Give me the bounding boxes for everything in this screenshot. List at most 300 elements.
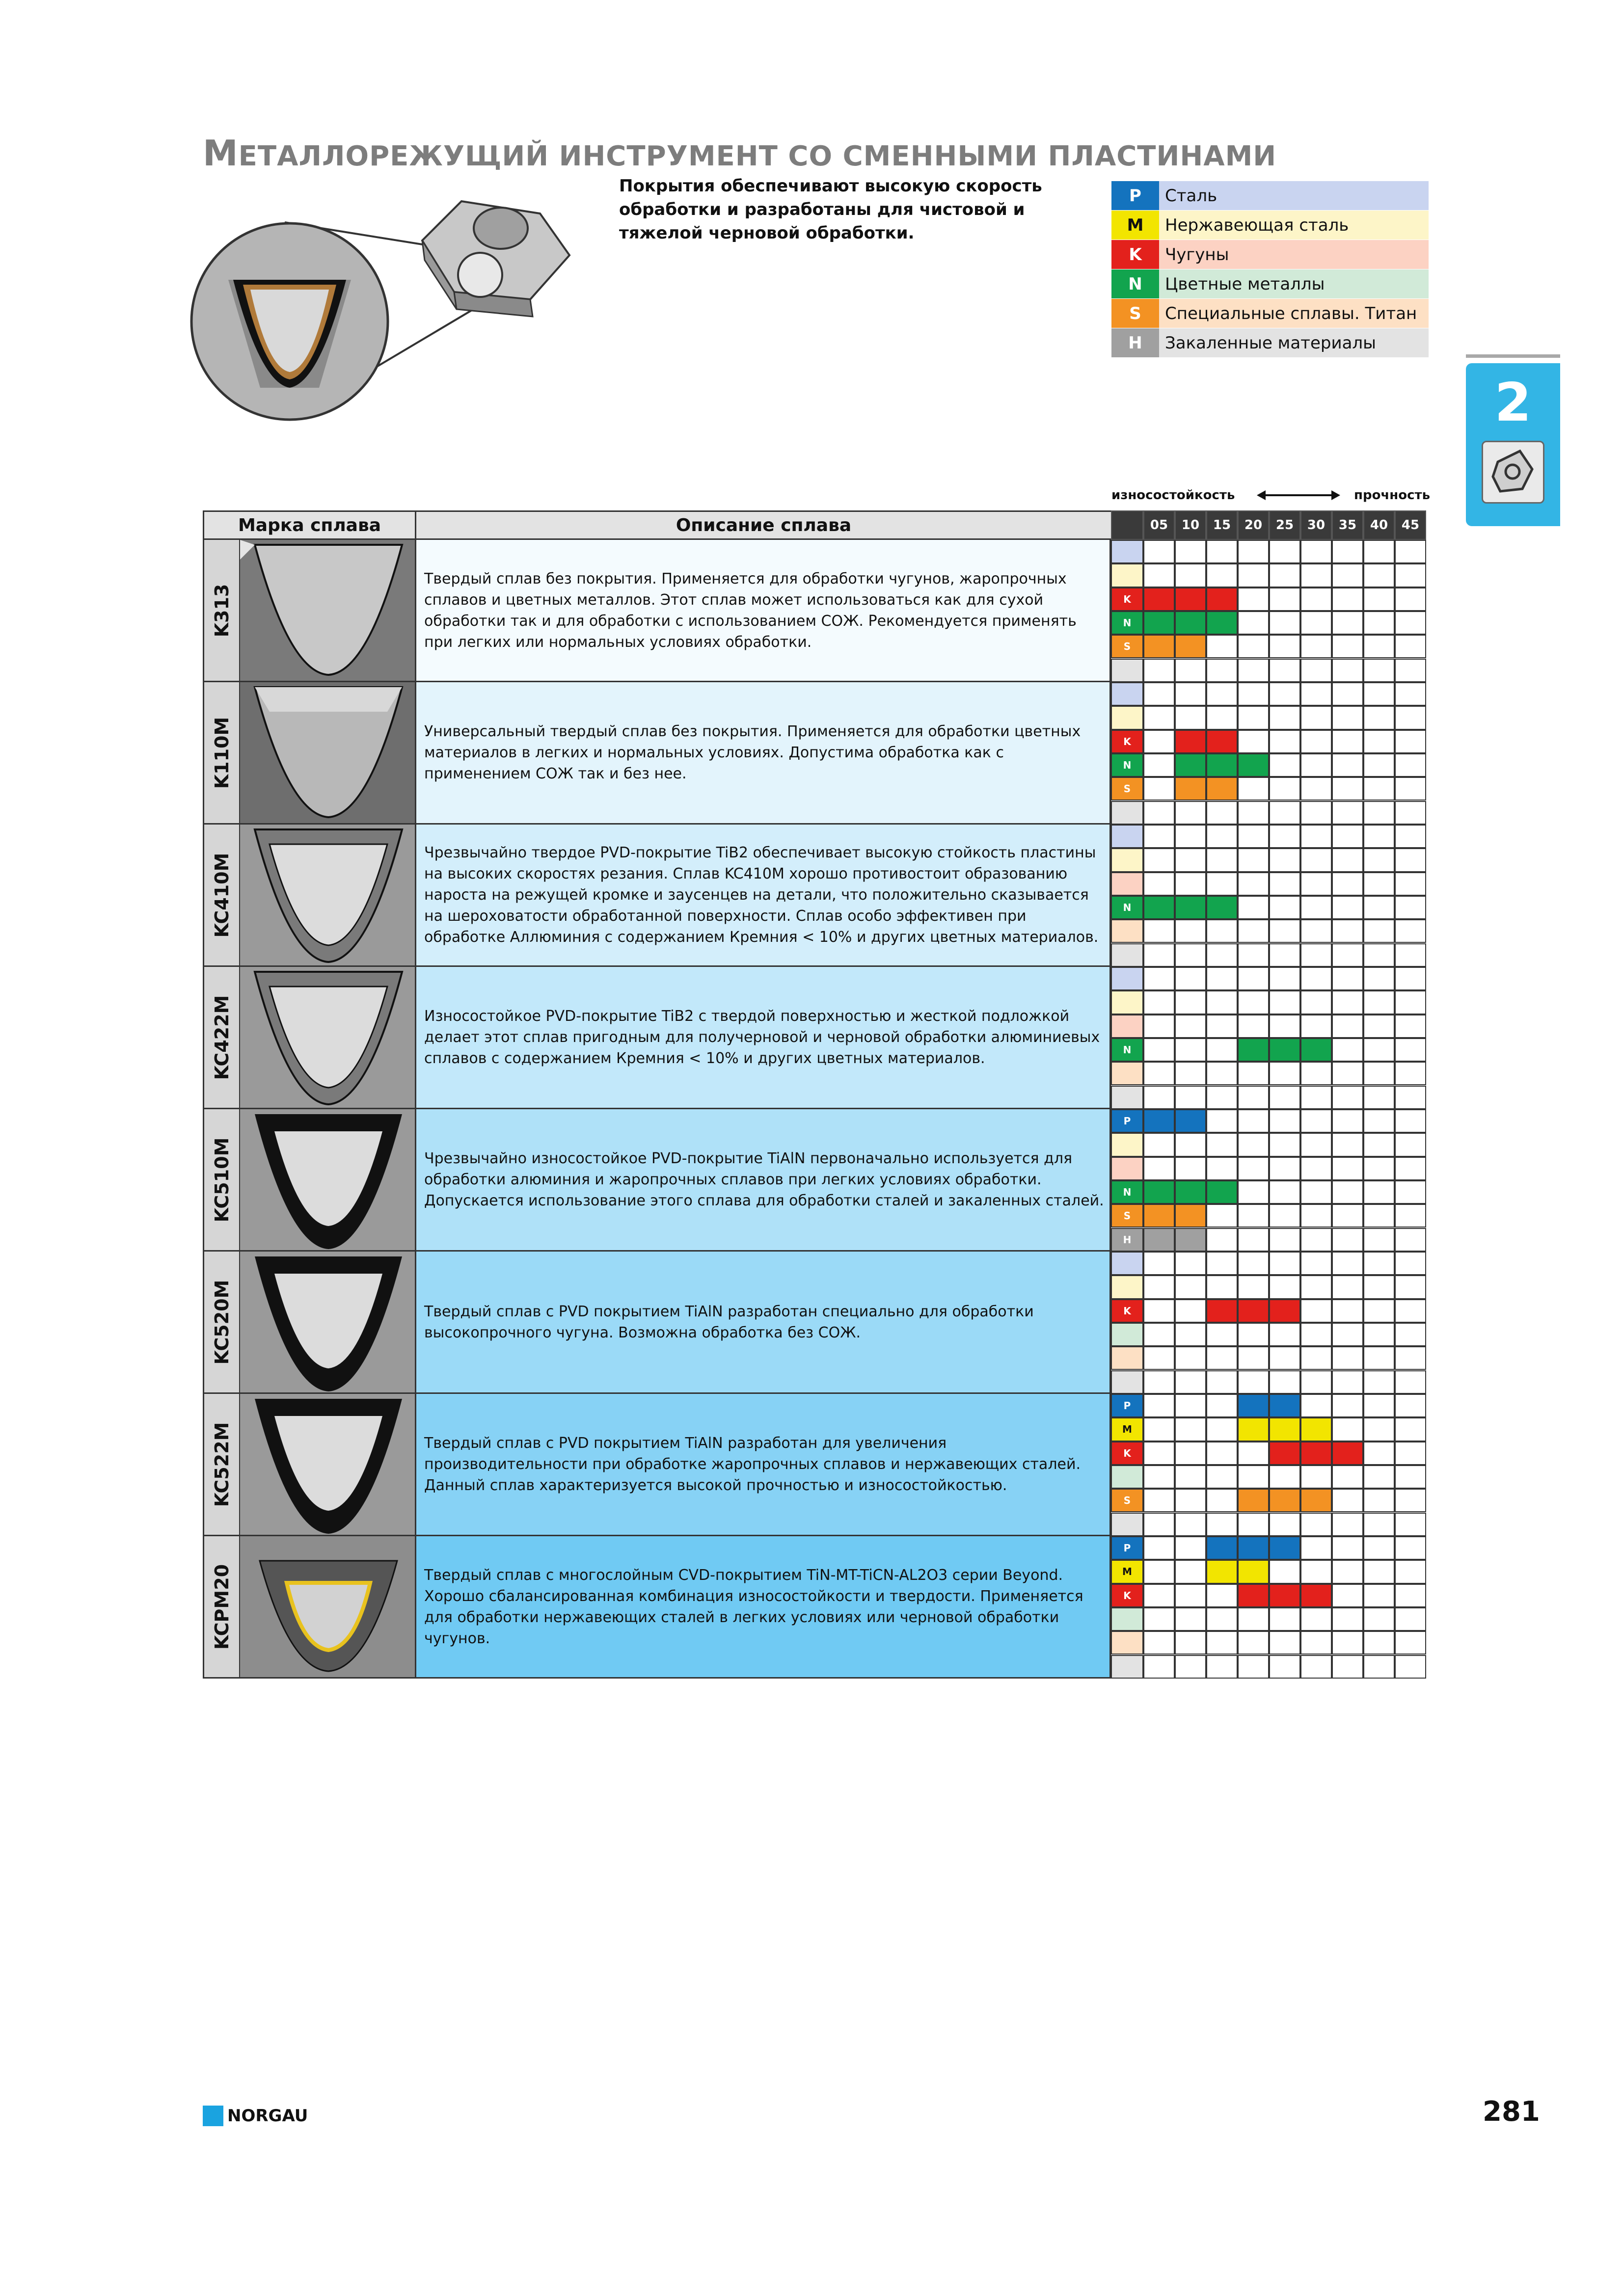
grid-cell <box>1332 1157 1363 1180</box>
grade-row <box>203 682 1111 825</box>
material-K-cell <box>1111 1015 1143 1038</box>
legend-code: N <box>1111 269 1159 298</box>
material-S-cell: S <box>1111 635 1143 658</box>
grid-cell <box>1175 801 1206 825</box>
grid-cell <box>1363 635 1395 658</box>
material-M-cell <box>1111 1133 1143 1156</box>
grid-cell <box>1143 825 1175 848</box>
grid-cell <box>1175 919 1206 943</box>
grid-cell <box>1238 1228 1269 1252</box>
grid-cell <box>1206 801 1238 825</box>
grid-cell <box>1332 1109 1363 1133</box>
grid-cell <box>1143 1252 1175 1275</box>
grid-cell <box>1269 730 1300 753</box>
grid-cell <box>1206 1417 1238 1441</box>
grid-cell <box>1363 896 1395 919</box>
application-bar-cell <box>1206 587 1238 611</box>
grade-code: KC410M <box>211 853 233 937</box>
application-bar-cell <box>1206 611 1238 635</box>
application-bar-cell <box>1300 1489 1332 1512</box>
grid-cell <box>1206 1631 1238 1655</box>
col-desc-header: Описание сплава <box>415 510 1112 540</box>
legend-name: Нержавеющая сталь <box>1165 215 1349 235</box>
application-bar-cell <box>1269 1417 1300 1441</box>
legend-name: Чугуны <box>1165 244 1229 265</box>
grid-cell <box>1206 1038 1238 1062</box>
application-bar-cell <box>1269 1394 1300 1417</box>
grid-cell <box>1395 1536 1426 1560</box>
grid-cell <box>1238 1465 1269 1489</box>
description-text: Износостойкое PVD-покрытие TiB2 с твердой поверхностью и жесткой подложкой делает этот сплав пригодным для получерновой и черновой обработки алюминиевых сплавов с содержанием Кремния < 10% и других цветных материалов. <box>424 1008 1100 1067</box>
grid-cell <box>1238 540 1269 563</box>
application-bar-cell <box>1175 1228 1206 1252</box>
material-N-cell <box>1111 1323 1143 1346</box>
grid-cell <box>1175 1442 1206 1465</box>
grid-cell <box>1175 1086 1206 1109</box>
grid-cell <box>1269 848 1300 872</box>
grid-cell <box>1143 1560 1175 1583</box>
grid-cell <box>1363 682 1395 706</box>
grid-cell <box>1206 1346 1238 1370</box>
material-H-cell <box>1111 1655 1143 1679</box>
application-bar-cell <box>1143 1228 1175 1252</box>
grid-cell <box>1395 801 1426 825</box>
grid-cell <box>1395 1346 1426 1370</box>
grid-cell <box>1206 967 1238 990</box>
grid-cell <box>1269 706 1300 729</box>
grid-cell <box>1332 1489 1363 1512</box>
grid-cell <box>1300 801 1332 825</box>
grid-cell <box>1363 1346 1395 1370</box>
grid-cell <box>1175 872 1206 896</box>
grid-cell <box>1300 1133 1332 1156</box>
grid-cell <box>1395 563 1426 587</box>
grid-cell <box>1300 1157 1332 1180</box>
material-S-cell <box>1111 1062 1143 1085</box>
material-H-cell: H <box>1111 1228 1143 1252</box>
grid-cell <box>1300 967 1332 990</box>
iso-col-25: 25 <box>1269 510 1300 540</box>
grid-cell <box>1238 848 1269 872</box>
grid-cell <box>1332 777 1363 801</box>
grid-cell <box>1206 1015 1238 1038</box>
material-S-cell: S <box>1111 777 1143 801</box>
application-bar-cell <box>1238 1536 1269 1560</box>
grid-cell <box>1300 635 1332 658</box>
grid-cell <box>1238 801 1269 825</box>
application-bar-cell <box>1143 611 1175 635</box>
grid-cell <box>1363 848 1395 872</box>
grid-cell <box>1238 563 1269 587</box>
grid-cell <box>1269 659 1300 682</box>
grid-cell <box>1143 1394 1175 1417</box>
grid-cell <box>1143 1299 1175 1323</box>
iso-col-05: 05 <box>1143 510 1175 540</box>
grid-cell <box>1363 1157 1395 1180</box>
grid-cell <box>1300 659 1332 682</box>
material-legend <box>1111 181 1429 358</box>
brand-logo-icon <box>203 2106 223 2126</box>
grid-cell <box>1363 777 1395 801</box>
grid-cell <box>1206 1584 1238 1607</box>
grid-cell <box>1143 777 1175 801</box>
chapter-number: 2 <box>1494 372 1532 433</box>
grade-code: K313 <box>211 584 233 637</box>
grid-cell <box>1332 801 1363 825</box>
cutting-edge-illustration <box>240 1394 416 1535</box>
grid-cell <box>1269 990 1300 1014</box>
cutting-edge-illustration <box>240 1109 416 1250</box>
application-bar-cell <box>1269 1442 1300 1465</box>
grid-cell <box>1143 1536 1175 1560</box>
material-M-cell <box>1111 848 1143 872</box>
grade-description <box>416 540 1109 681</box>
grid-cell <box>1175 706 1206 729</box>
grid-cell <box>1300 1631 1332 1655</box>
grid-cell <box>1238 1157 1269 1180</box>
grid-cell <box>1175 1465 1206 1489</box>
legend-row-P <box>1111 181 1429 210</box>
application-bar-cell <box>1175 730 1206 753</box>
grid-cell <box>1300 825 1332 848</box>
grade-row <box>203 1252 1111 1394</box>
application-bar-cell <box>1175 587 1206 611</box>
grid-cell <box>1300 1086 1332 1109</box>
grid-cell <box>1363 1536 1395 1560</box>
grid-cell <box>1363 1560 1395 1583</box>
grid-cell <box>1363 1442 1395 1465</box>
grid-cell <box>1395 753 1426 777</box>
grid-cell <box>1143 943 1175 967</box>
grid-cell <box>1300 1275 1332 1299</box>
grid-cell <box>1206 1062 1238 1085</box>
grid-cell <box>1395 1015 1426 1038</box>
grade-description <box>416 1536 1109 1677</box>
grid-cell <box>1332 587 1363 611</box>
material-M-cell <box>1111 706 1143 729</box>
application-bar-cell <box>1269 1299 1300 1323</box>
grid-cell <box>1175 1560 1206 1583</box>
grid-cell <box>1300 682 1332 706</box>
grid-cell <box>1238 1015 1269 1038</box>
grid-cell <box>1143 1370 1175 1394</box>
grid-cell <box>1238 990 1269 1014</box>
grid-cell <box>1143 1417 1175 1441</box>
cutting-edge-illustration <box>240 1536 416 1677</box>
grid-cell <box>1363 943 1395 967</box>
grid-cell <box>1143 1489 1175 1512</box>
brand-name: NORGAU <box>227 2106 308 2126</box>
grid-cell <box>1269 540 1300 563</box>
application-bar-cell <box>1269 1584 1300 1607</box>
application-bar-cell <box>1206 753 1238 777</box>
grid-cell <box>1269 1204 1300 1228</box>
grid-cell <box>1238 706 1269 729</box>
legend-name: Цветные металлы <box>1165 274 1325 294</box>
grid-cell <box>1363 1109 1395 1133</box>
description-text: Твердый сплав с PVD покрытием TiAlN разработан для увеличения производительности при обработке жаропрочных сплавов и нержавеющих сталей. Данный сплав характеризуется высокой прочностью и износостойкостью. <box>424 1435 1081 1494</box>
grid-cell <box>1269 1252 1300 1275</box>
grid-cell <box>1206 1607 1238 1631</box>
grid-cell <box>1395 967 1426 990</box>
grid-cell <box>1363 872 1395 896</box>
legend-name: Сталь <box>1165 186 1217 206</box>
grid-cell <box>1332 563 1363 587</box>
application-bar-cell <box>1143 1180 1175 1204</box>
grid-cell <box>1143 872 1175 896</box>
grid-cell <box>1363 611 1395 635</box>
material-M-cell <box>1111 563 1143 587</box>
legend-code: S <box>1111 299 1159 328</box>
grid-cell <box>1175 1584 1206 1607</box>
grid-cell <box>1269 1370 1300 1394</box>
grid-cell <box>1143 563 1175 587</box>
grid-cell <box>1238 1513 1269 1536</box>
grid-cell <box>1175 967 1206 990</box>
grid-cell <box>1206 1370 1238 1394</box>
grid-cell <box>1300 540 1332 563</box>
grid-cell <box>1332 1252 1363 1275</box>
grid-cell <box>1175 1346 1206 1370</box>
application-bar-cell <box>1238 1584 1269 1607</box>
grid-header-blank <box>1111 510 1143 540</box>
grid-cell <box>1363 1607 1395 1631</box>
grid-cell <box>1395 706 1426 729</box>
grid-cell <box>1395 730 1426 753</box>
grid-cell <box>1332 848 1363 872</box>
grid-cell <box>1269 587 1300 611</box>
material-K-cell: K <box>1111 587 1143 611</box>
grade-code: KC510M <box>211 1137 233 1222</box>
grid-cell <box>1332 1655 1363 1679</box>
grid-cell <box>1300 563 1332 587</box>
application-bar-cell <box>1238 1489 1269 1512</box>
grid-cell <box>1300 587 1332 611</box>
grid-cell <box>1206 1465 1238 1489</box>
grid-cell <box>1143 848 1175 872</box>
application-bar-cell <box>1175 635 1206 658</box>
application-bar-cell <box>1238 753 1269 777</box>
grid-cell <box>1143 682 1175 706</box>
grid-cell <box>1332 753 1363 777</box>
grid-cell <box>1332 943 1363 967</box>
grid-cell <box>1363 540 1395 563</box>
grid-cell <box>1332 1038 1363 1062</box>
material-S-cell: S <box>1111 1204 1143 1228</box>
grid-cell <box>1143 1062 1175 1085</box>
grid-cell <box>1363 1394 1395 1417</box>
grid-cell <box>1363 1015 1395 1038</box>
material-H-cell <box>1111 1086 1143 1109</box>
application-bar-cell <box>1332 1442 1363 1465</box>
grid-cell <box>1332 1560 1363 1583</box>
grid-cell <box>1175 1299 1206 1323</box>
material-P-cell: P <box>1111 1536 1143 1560</box>
grid-cell <box>1332 1607 1363 1631</box>
cutting-edge-illustration <box>240 967 416 1108</box>
material-K-cell <box>1111 1157 1143 1180</box>
grid-cell <box>1238 1655 1269 1679</box>
intro-text: Покрытия обеспечивают высокую скорость обработки и разработаны для чистовой и тяжелой черновой обработки. <box>619 176 1042 243</box>
grid-cell <box>1143 1513 1175 1536</box>
grid-cell <box>1175 1370 1206 1394</box>
grid-cell <box>1300 753 1332 777</box>
grid-cell <box>1175 1275 1206 1299</box>
grid-cell <box>1206 540 1238 563</box>
grid-cell <box>1206 1086 1238 1109</box>
grade-description <box>416 1252 1109 1392</box>
material-H-cell <box>1111 659 1143 682</box>
grid-cell <box>1300 1465 1332 1489</box>
grid-cell <box>1395 659 1426 682</box>
grid-cell <box>1395 896 1426 919</box>
grid-cell <box>1395 1323 1426 1346</box>
grid-cell <box>1332 825 1363 848</box>
grid-cell <box>1269 1655 1300 1679</box>
application-bar-cell <box>1269 1038 1300 1062</box>
grid-cell <box>1206 1204 1238 1228</box>
grid-cell <box>1332 1513 1363 1536</box>
grid-cell <box>1238 1252 1269 1275</box>
grid-cell <box>1332 1465 1363 1489</box>
grid-cell <box>1206 1323 1238 1346</box>
grid-cell <box>1206 1489 1238 1512</box>
grid-cell <box>1269 825 1300 848</box>
application-bar-cell <box>1206 730 1238 753</box>
grade-code: KC520M <box>211 1280 233 1364</box>
grid-cell <box>1175 563 1206 587</box>
grid-cell <box>1175 943 1206 967</box>
grid-cell <box>1206 635 1238 658</box>
grid-cell <box>1206 1394 1238 1417</box>
application-bar-cell <box>1238 1560 1269 1583</box>
grid-cell <box>1238 1062 1269 1085</box>
grade-row <box>203 825 1111 967</box>
description-text: Твердый сплав без покрытия. Применяется для обработки чугунов, жаропрочных сплавов и цветных металлов. Этот сплав может использоваться как для сухой обработки так и для обработки с использованием СОЖ. Рекомендуется применять при легких или нормальных условиях обработки. <box>424 570 1077 651</box>
material-N-cell: N <box>1111 1180 1143 1204</box>
grid-cell <box>1269 1607 1300 1631</box>
application-bar-cell <box>1300 1417 1332 1441</box>
grid-cell <box>1395 1489 1426 1512</box>
grid-cell <box>1395 1513 1426 1536</box>
grid-cell <box>1238 1204 1269 1228</box>
description-text: Универсальный твердый сплав без покрытия. Применяется для обработки цветных материалов в легких и нормальных условиях. Допустима обработка как с применением СОЖ так и без нее. <box>424 723 1081 782</box>
grid-cell <box>1332 611 1363 635</box>
grid-cell <box>1269 1180 1300 1204</box>
grid-cell <box>1395 825 1426 848</box>
cutting-edge-illustration <box>240 825 416 965</box>
grid-cell <box>1269 896 1300 919</box>
grade-code-cell <box>204 967 240 1108</box>
application-bar-cell <box>1238 1038 1269 1062</box>
grid-cell <box>1395 919 1426 943</box>
grid-cell <box>1300 1560 1332 1583</box>
grid-cell <box>1175 1015 1206 1038</box>
chapter-tab[interactable] <box>1466 363 1560 526</box>
grid-cell <box>1206 990 1238 1014</box>
grid-cell <box>1332 896 1363 919</box>
grid-cell <box>1300 1228 1332 1252</box>
grid-cell <box>1206 825 1238 848</box>
grade-row <box>203 540 1111 682</box>
grid-cell <box>1300 1180 1332 1204</box>
grid-cell <box>1238 635 1269 658</box>
grid-cell <box>1206 682 1238 706</box>
grid-cell <box>1300 1015 1332 1038</box>
grid-cell <box>1332 706 1363 729</box>
grid-cell <box>1332 919 1363 943</box>
application-bar-cell <box>1175 753 1206 777</box>
grid-cell <box>1143 1607 1175 1631</box>
grid-cell <box>1300 1323 1332 1346</box>
grid-cell <box>1332 1180 1363 1204</box>
application-bar-cell <box>1143 896 1175 919</box>
application-bar-cell <box>1238 1417 1269 1441</box>
grid-cell <box>1332 1394 1363 1417</box>
grade-description <box>416 682 1109 823</box>
grid-cell <box>1363 801 1395 825</box>
grid-cell <box>1395 1252 1426 1275</box>
material-N-cell: N <box>1111 1038 1143 1062</box>
grid-cell <box>1206 659 1238 682</box>
grid-cell <box>1238 1109 1269 1133</box>
grid-cell <box>1332 1275 1363 1299</box>
grid-cell <box>1238 967 1269 990</box>
grid-cell <box>1363 1417 1395 1441</box>
grid-cell <box>1238 1133 1269 1156</box>
grid-cell <box>1395 1465 1426 1489</box>
grid-cell <box>1269 1086 1300 1109</box>
application-bar-cell <box>1143 1109 1175 1133</box>
grid-cell <box>1332 635 1363 658</box>
grid-cell <box>1175 1513 1206 1536</box>
grid-cell <box>1395 1109 1426 1133</box>
grid-cell <box>1143 1086 1175 1109</box>
cutting-edge-illustration <box>240 540 416 681</box>
grid-cell <box>1395 1133 1426 1156</box>
grid-cell <box>1332 1536 1363 1560</box>
legend-row-S <box>1111 299 1429 328</box>
application-bar-cell <box>1175 611 1206 635</box>
application-bar-cell <box>1143 635 1175 658</box>
grid-cell <box>1300 730 1332 753</box>
grade-description <box>416 825 1109 965</box>
grid-cell <box>1332 1323 1363 1346</box>
material-S-cell: S <box>1111 1489 1143 1512</box>
grid-cell <box>1175 990 1206 1014</box>
grid-cell <box>1269 1560 1300 1583</box>
grid-cell <box>1269 1062 1300 1085</box>
grid-cell <box>1300 1346 1332 1370</box>
grid-cell <box>1332 1370 1363 1394</box>
grid-cell <box>1300 1655 1332 1679</box>
grid-cell <box>1143 1038 1175 1062</box>
application-bar-cell <box>1206 1536 1238 1560</box>
grid-cell <box>1332 1228 1363 1252</box>
grid-cell <box>1332 1346 1363 1370</box>
grid-cell <box>1238 943 1269 967</box>
material-N-cell <box>1111 1465 1143 1489</box>
grid-cell <box>1269 611 1300 635</box>
grid-cell <box>1238 1370 1269 1394</box>
grid-cell <box>1395 1394 1426 1417</box>
material-P-cell <box>1111 1252 1143 1275</box>
grid-cell <box>1143 1275 1175 1299</box>
grid-cell <box>1143 1133 1175 1156</box>
grid-cell <box>1363 1465 1395 1489</box>
grid-cell <box>1238 587 1269 611</box>
grid-cell <box>1269 1631 1300 1655</box>
